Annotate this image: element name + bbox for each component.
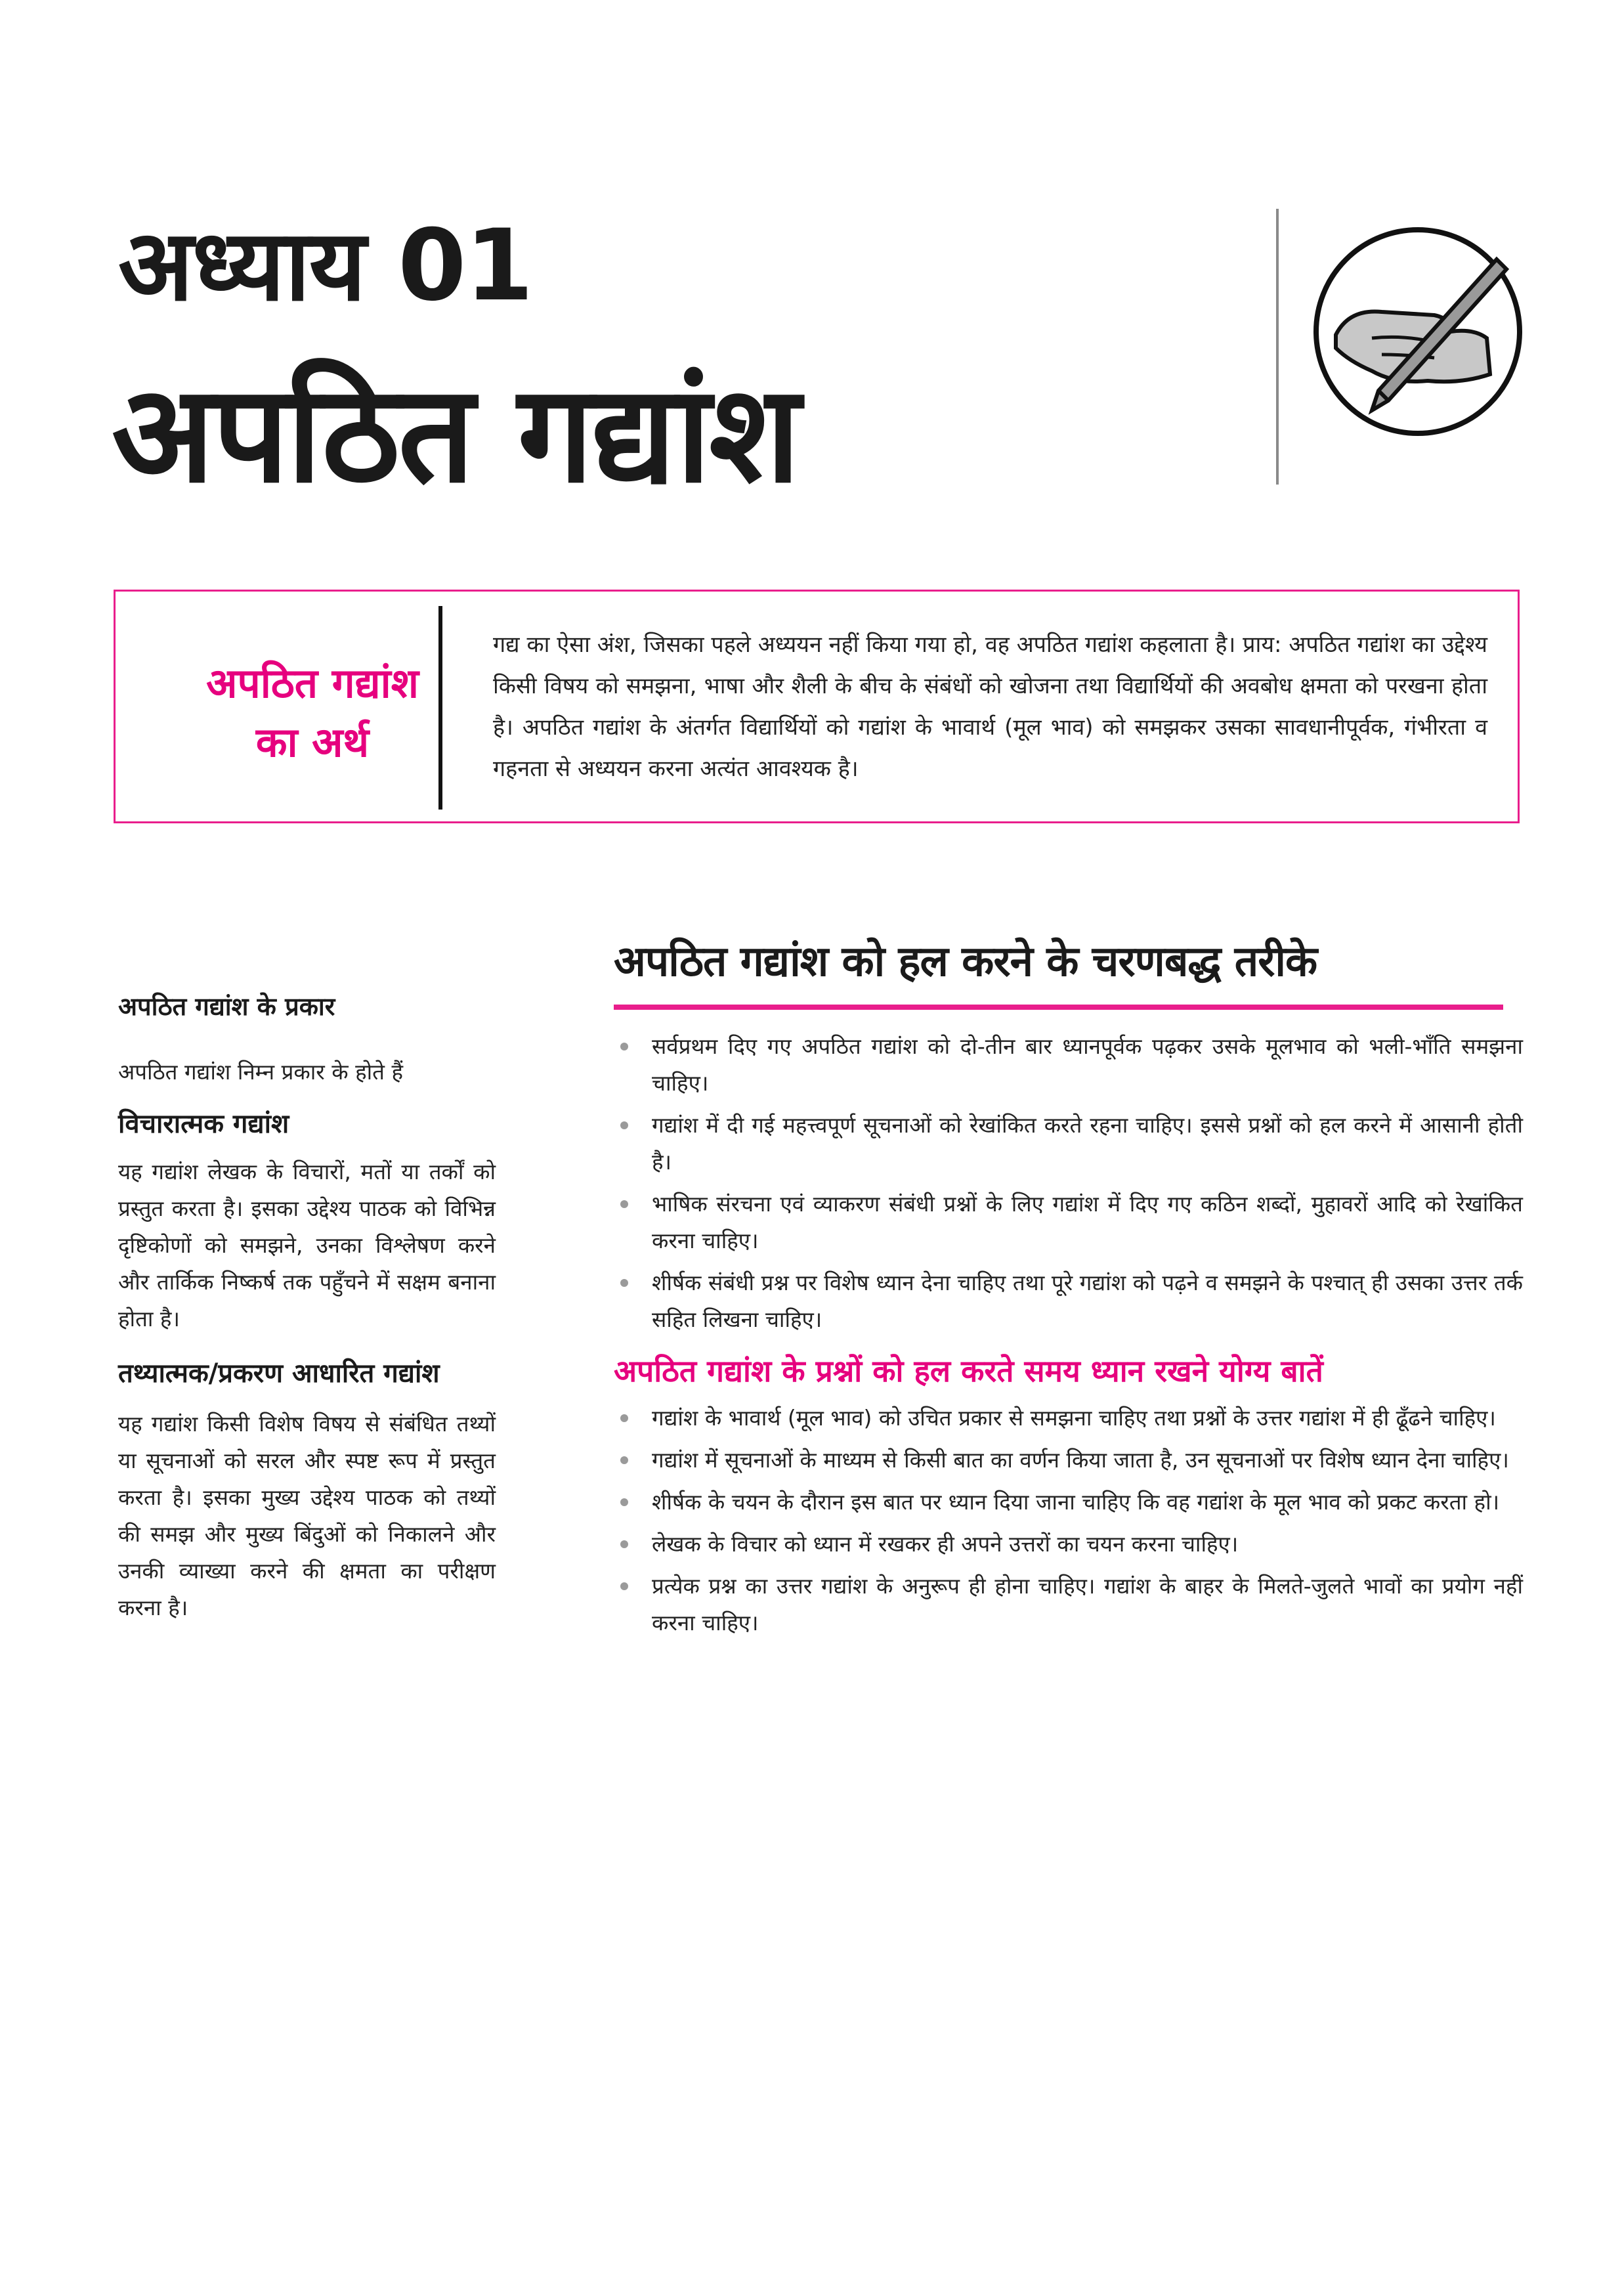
chapter-label: अध्याय 01	[118, 209, 532, 323]
methods-heading: अपठित गद्यांश को हल करने के चरणबद्ध तरीके	[614, 938, 1317, 986]
step-text: शीर्षक संबंधी प्रश्न पर विशेष ध्यान देना चाहिए तथा पूरे गद्यांश को पढ़ने व समझने के पश्चात् ही उसका उत्तर तर्क सहित लिखना चाहिए।	[652, 1270, 1523, 1332]
type-description: यह गद्यांश लेखक के विचारों, मतों या तर्कों को प्रस्तुत करता है। इसका उद्देश्य पाठक को विभिन्न दृष्टिकोणों को समझने, उनका विश्लेषण करने और तार्किक निष्कर्ष तक पहुँचने में सक्षम बनाना होता है।	[118, 1159, 496, 1332]
meaning-box	[114, 590, 1520, 823]
bullet-icon	[620, 1582, 628, 1590]
step-text: भाषिक संरचना एवं व्याकरण संबंधी प्रश्नों के लिए गद्यांश में दिए गए कठिन शब्दों, मुहावरों आदि को रेखांकित करना चाहिए।	[652, 1191, 1523, 1253]
tip-text: गद्यांश के भावार्थ (मूल भाव) को उचित प्रकार से समझना चाहिए तथा प्रश्नों के उत्तर गद्यांश में ही ढूँढने चाहिए।	[652, 1405, 1496, 1431]
header-divider	[1276, 209, 1279, 485]
chapter-title: अपठित गद्यांश	[112, 357, 799, 513]
types-column	[118, 988, 496, 1626]
types-heading: अपठित गद्यांश के प्रकार	[118, 992, 335, 1021]
list-item	[614, 1568, 1523, 1641]
bullet-icon	[620, 1540, 628, 1548]
bullet-icon	[620, 1279, 628, 1287]
types-intro: अपठित गद्यांश निम्न प्रकार के होते हैं	[118, 1059, 403, 1085]
type-title: विचारात्मक गद्यांश	[118, 1109, 289, 1139]
heading-underline	[614, 1005, 1503, 1010]
bullet-icon	[620, 1414, 628, 1422]
tips-heading: अपठित गद्यांश के प्रश्नों को हल करते समय ध्यान रखने योग्य बातें	[614, 1353, 1323, 1389]
list-item	[614, 1526, 1523, 1563]
bullet-icon	[620, 1043, 628, 1051]
list-item	[614, 1107, 1523, 1180]
meaning-divider	[438, 606, 442, 810]
list-item	[614, 1186, 1523, 1259]
list-item	[614, 1484, 1523, 1521]
step-text: सर्वप्रथम दिए गए अपठित गद्यांश को दो-तीन बार ध्यानपूर्वक पढ़कर उसके मूलभाव को भली-भाँति समझना चाहिए।	[652, 1033, 1523, 1096]
meaning-heading-line1: अपठित गद्यांश	[206, 659, 419, 707]
type-description: यह गद्यांश किसी विशेष विषय से संबंधित तथ्यों या सूचनाओं को सरल और स्पष्ट रूप में प्रस्तुत करता है। इसका मुख्य उद्देश्य पाठक को तथ्यों की समझ और मुख्य बिंदुओं को निकालने और उनकी व्याख्या करने की क्षमता का परीक्षण करना है।	[118, 1411, 496, 1620]
bullet-icon	[620, 1456, 628, 1464]
tips-list	[614, 1400, 1523, 1641]
methods-column	[614, 926, 1523, 1647]
list-item	[614, 1442, 1523, 1479]
list-item	[614, 1265, 1523, 1338]
step-text: गद्यांश में दी गई महत्त्वपूर्ण सूचनाओं को रेखांकित करते रहना चाहिए। इससे प्रश्नों को हल करने में आसानी होती है।	[652, 1112, 1523, 1175]
list-item	[614, 1400, 1523, 1437]
bullet-icon	[620, 1121, 628, 1129]
steps-list	[614, 1028, 1523, 1338]
hand-writing-icon	[1310, 223, 1526, 440]
bullet-icon	[620, 1200, 628, 1208]
type-title: तथ्यात्मक/प्रकरण आधारित गद्यांश	[118, 1358, 440, 1389]
tip-text: शीर्षक के चयन के दौरान इस बात पर ध्यान दिया जाना चाहिए कि वह गद्यांश के मूल भाव को प्रकट करता हो।	[652, 1489, 1500, 1515]
bullet-icon	[620, 1498, 628, 1506]
tip-text: लेखक के विचार को ध्यान में रखकर ही अपने उत्तरों का चयन करना चाहिए।	[652, 1531, 1239, 1557]
meaning-text: गद्य का ऐसा अंश, जिसका पहले अध्ययन नहीं किया गया हो, वह अपठित गद्यांश कहलाता है। प्राय: अपठित गद्यांश का उद्देश्य किसी विषय को समझना, भाषा और शैली के बीच के संबंधों को खोजना तथा विद्यार्थियों की अवबोध क्षमता को परखना होता है। अपठित गद्यांश के अंतर्गत विद्यार्थियों को गद्यांश के भावार्थ (मूल भाव) को समझकर उसका सावधानीपूर्वक, गंभीरता व गहनता से अध्ययन करना अत्यंत आवश्यक है।	[493, 632, 1487, 782]
list-item	[614, 1028, 1523, 1102]
tip-text: गद्यांश में सूचनाओं के माध्यम से किसी बात का वर्णन किया जाता है, उन सूचनाओं पर विशेष ध्यान देना चाहिए।	[652, 1447, 1509, 1473]
meaning-heading-line2: का अर्थ	[255, 718, 370, 766]
tip-text: प्रत्येक प्रश्न का उत्तर गद्यांश के अनुरूप ही होना चाहिए। गद्यांश के बाहर के मिलते-जुलते भावों का प्रयोग नहीं करना चाहिए।	[652, 1573, 1523, 1635]
